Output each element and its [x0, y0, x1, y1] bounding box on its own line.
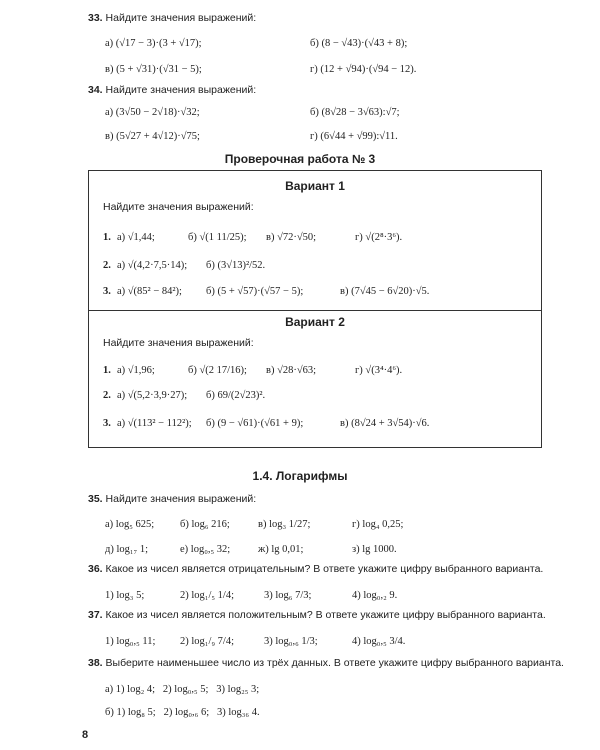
variant-1-title: Вариант 1 [285, 179, 345, 193]
expression-item: д) log₁₇ 1; [105, 544, 148, 555]
task-number: 3. [103, 286, 111, 297]
answer-option: 3) log₀,₆ 1/3; [264, 636, 318, 647]
task-number: 2. [103, 260, 111, 271]
expression-item: а) √(113² − 112²); [117, 418, 192, 429]
problem-number: 33. [88, 12, 103, 24]
problem-instruction: Какое из чисел является отрицательным? В ответе укажите цифру выбранного варианта. [105, 563, 544, 575]
answer-line-b: б) 1) log₈ 5; 2) log₀,₆ 6; 3) log₃₆ 4. [105, 707, 260, 718]
problem-instruction: Найдите значения выражений: [105, 493, 257, 505]
task-row-2 [103, 259, 111, 272]
problem-33-header [88, 12, 256, 25]
problem-36-header [88, 563, 543, 576]
expression-item: е) log₀,₅ 32; [180, 544, 231, 555]
expression-item: б) (5 + √57)·(√57 − 5); [206, 286, 304, 297]
task-row-1 [103, 364, 111, 377]
variant-2-instruction: Найдите значения выражений: [103, 337, 254, 349]
expression-item: в) (5 + √31)·(√31 − 5); [105, 64, 202, 75]
problem-number: 35. [88, 493, 103, 505]
answer-option: 2) log₁/₉ 7/4; [180, 636, 234, 647]
task-number: 2. [103, 390, 111, 401]
problem-number: 34. [88, 84, 103, 96]
expression-item: а) log₅ 625; [105, 519, 155, 530]
section-title: 1.4. Логарифмы [252, 469, 348, 483]
test-title: Проверочная работа № 3 [224, 152, 376, 166]
problem-number: 36. [88, 563, 103, 575]
expression-item: б) √(2 17/16); [188, 365, 247, 376]
problem-34-header [88, 84, 256, 97]
expression-item: а) √1,96; [117, 365, 155, 376]
problem-number: 37. [88, 609, 103, 621]
expression-item: ж) lg 0,01; [258, 544, 304, 555]
expression-item: в) √72·√50; [266, 232, 317, 243]
task-row-3 [103, 417, 111, 430]
problem-instruction: Найдите значения выражений: [105, 84, 257, 96]
expression-item: г) √(2⁸·3⁶). [355, 232, 403, 243]
expression-item: г) log₄ 0,25; [352, 519, 404, 530]
problem-number: 38. [88, 657, 103, 669]
answer-line-a: а) 1) log₂ 4; 2) log₀,₅ 5; 3) log₂₅ 3; [105, 684, 260, 695]
expression-item: б) (3√13)²/52. [206, 260, 266, 271]
expression-item: в) (7√45 − 6√20)·√5. [340, 286, 430, 297]
problem-35-header [88, 493, 256, 506]
problem-instruction: Выберите наименьшее число из трёх данных. В ответе укажите цифру выбранного варианта. [105, 657, 564, 669]
problem-37-header [88, 609, 546, 622]
problem-38-header [88, 657, 564, 670]
page-number: 8 [82, 729, 89, 741]
problem-instruction: Какое из чисел является положительным? В ответе укажите цифру выбранного варианта. [105, 609, 546, 621]
answer-option: 1) log₀,₅ 11; [105, 636, 156, 647]
expression-item: а) √(85² − 84²); [117, 286, 182, 297]
answer-option: 1) log₃ 5; [105, 590, 145, 601]
expression-item: а) (√17 − 3)·(3 + √17); [105, 38, 202, 49]
expression-item: а) √1,44; [117, 232, 155, 243]
answer-option: 4) log₀,₂ 9. [352, 590, 398, 601]
task-number: 1. [103, 232, 111, 243]
task-number: 3. [103, 418, 111, 429]
problem-instruction: Найдите значения выражений: [105, 12, 257, 24]
answer-option: 3) log₆ 7/3; [264, 590, 312, 601]
expression-item: г) (12 + √94)·(√94 − 12). [310, 64, 417, 75]
variant-1-instruction: Найдите значения выражений: [103, 201, 254, 213]
expression-item: а) √(5,2·3,9·27); [117, 390, 188, 401]
expression-item: з) lg 1000. [352, 544, 397, 555]
task-number: 1. [103, 365, 111, 376]
expression-item: а) √(4,2·7,5·14); [117, 260, 188, 271]
expression-item: в) (8√24 + 3√54)·√6. [340, 418, 430, 429]
expression-item: г) (6√44 + √99):√11. [310, 131, 398, 142]
expression-item: б) (8√28 − 3√63):√7; [310, 107, 400, 118]
task-row-2 [103, 389, 111, 402]
answer-option: 2) log₁/₅ 1/4; [180, 590, 234, 601]
variant-2-title: Вариант 2 [285, 315, 345, 329]
expression-item: в) log₃ 1/27; [258, 519, 311, 530]
task-row-3 [103, 285, 111, 298]
expression-item: б) (9 − √61)·(√61 + 9); [206, 418, 304, 429]
expression-item: б) log₆ 216; [180, 519, 230, 530]
expression-item: б) (8 − √43)·(√43 + 8); [310, 38, 408, 49]
expression-item: б) √(1 11/25); [188, 232, 247, 243]
expression-item: а) (3√50 − 2√18)·√32; [105, 107, 200, 118]
expression-item: в) (5√27 + 4√12)·√75; [105, 131, 200, 142]
task-row-1 [103, 231, 111, 244]
expression-item: в) √28·√63; [266, 365, 317, 376]
answer-option: 4) log₀,₅ 3/4. [352, 636, 406, 647]
expression-item: б) 69/(2√23)². [206, 390, 266, 401]
variant-divider [88, 310, 542, 311]
expression-item: г) √(3⁴·4⁶). [355, 365, 403, 376]
